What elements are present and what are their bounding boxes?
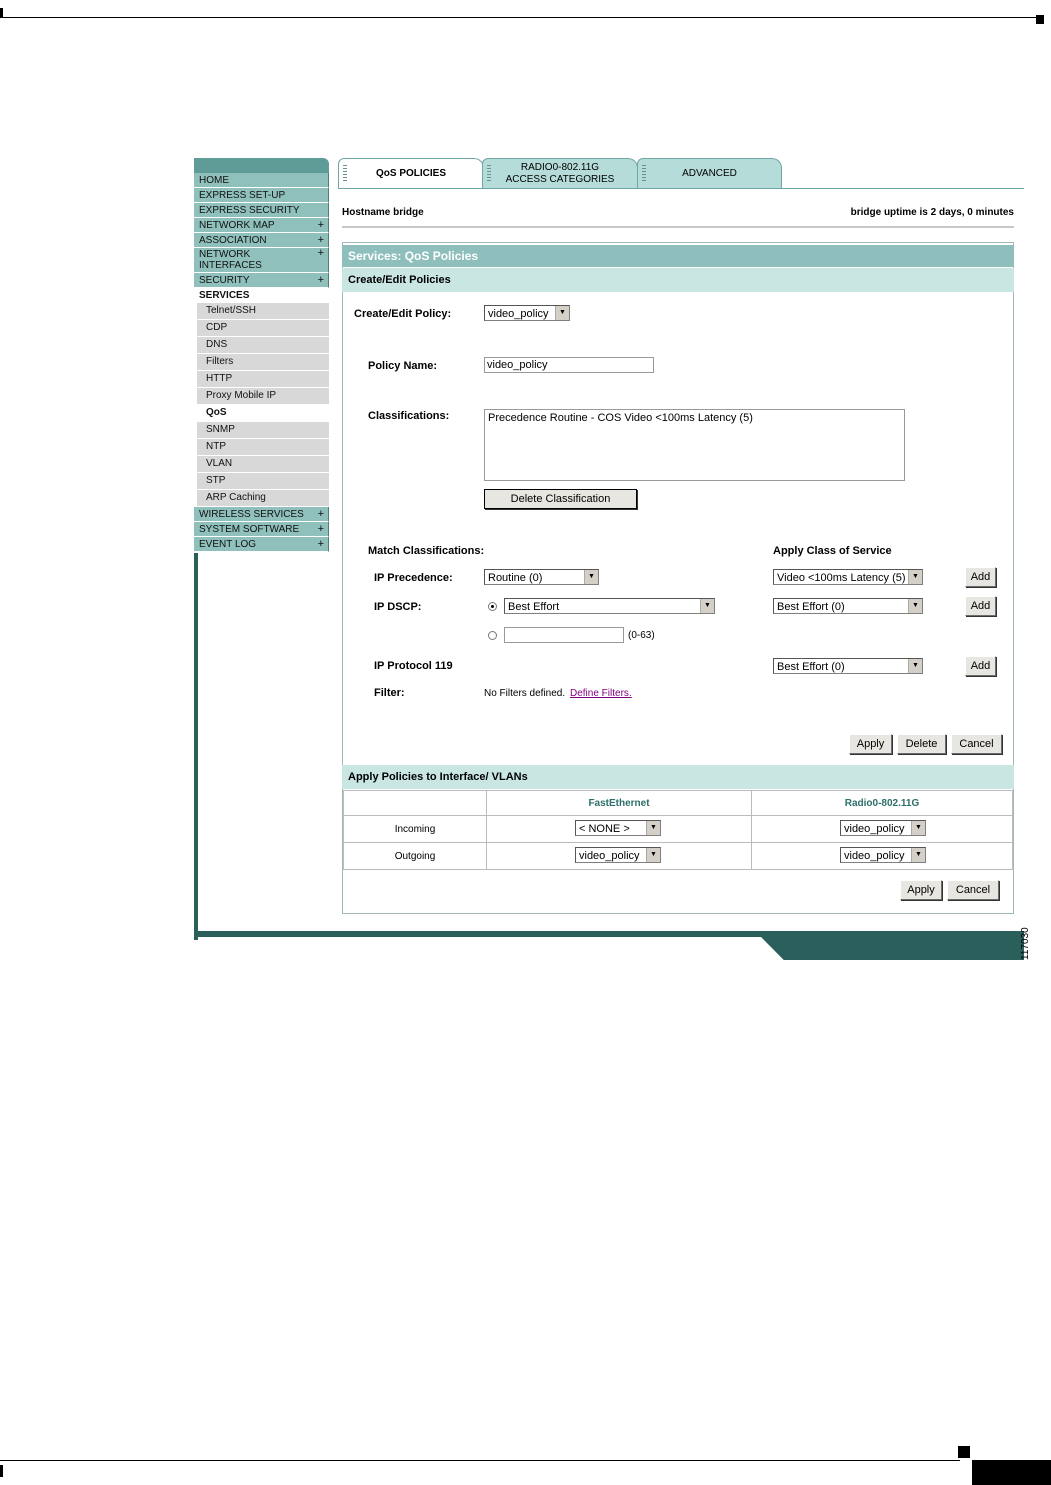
page-number-block xyxy=(972,1460,1051,1485)
table-row-outgoing xyxy=(344,843,1013,870)
row-label-outgoing: Outgoing xyxy=(344,843,487,870)
outgoing-fe-value: video_policy xyxy=(579,850,640,862)
nav-sub-qos[interactable] xyxy=(194,405,329,422)
outgoing-fe-select[interactable] xyxy=(575,847,661,863)
nav-item-wireless-services[interactable] xyxy=(194,507,329,522)
nav-item-security-label: SECURITY xyxy=(199,275,250,286)
nav-item-security[interactable] xyxy=(194,273,329,288)
dropdown-arrow-icon: ▼ xyxy=(646,821,660,835)
ip-precedence-cos-select[interactable] xyxy=(773,569,923,585)
nav-sub-proxy-mobile-ip[interactable] xyxy=(194,388,329,405)
nav-sub-stp[interactable] xyxy=(194,473,329,490)
nav-sub-http[interactable] xyxy=(194,371,329,388)
nav-sub-dns-label: DNS xyxy=(206,339,228,350)
nav-item-home[interactable] xyxy=(194,173,329,188)
ip-precedence-value: Routine (0) xyxy=(488,572,543,584)
create-edit-policy-select[interactable] xyxy=(484,305,570,321)
incoming-radio-select[interactable] xyxy=(840,820,926,836)
row-label-incoming: Incoming xyxy=(344,816,487,843)
delete-classification-button[interactable]: Delete Classification xyxy=(484,489,637,509)
apply-interfaces-button[interactable]: Apply xyxy=(900,880,942,900)
dropdown-arrow-icon: ▼ xyxy=(646,848,660,862)
tab-qos-policies[interactable] xyxy=(338,158,484,188)
table-header-blank xyxy=(344,791,487,816)
incoming-radio-value: video_policy xyxy=(844,823,905,835)
dropdown-arrow-icon: ▼ xyxy=(555,306,569,320)
cell-outgoing-radio xyxy=(752,843,1013,870)
nav-item-association-label: ASSOCIATION xyxy=(199,235,267,246)
nav-sub-arp-caching[interactable] xyxy=(194,490,329,507)
nav-header xyxy=(194,158,329,173)
nav-sub-dns[interactable] xyxy=(194,337,329,354)
header-divider xyxy=(342,226,1014,228)
dscp-range-hint: (0-63) xyxy=(628,630,655,641)
define-filters-link[interactable]: Define Filters. xyxy=(570,688,632,699)
dropdown-arrow-icon: ▼ xyxy=(911,848,925,862)
nav-sub-telnet-ssh[interactable] xyxy=(194,303,329,320)
ip-dscp-value: Best Effort xyxy=(508,601,560,613)
uptime: bridge uptime is 2 days, 0 minutes xyxy=(850,207,1014,218)
figure-id: 117030 xyxy=(1020,927,1031,960)
nav-item-home-label: HOME xyxy=(199,175,229,186)
expand-plus-icon: + xyxy=(317,234,324,246)
nav-item-system-software-label: SYSTEM SOFTWARE xyxy=(199,524,300,535)
section-create-edit: Create/Edit Policies xyxy=(342,268,1014,292)
top-rule xyxy=(0,17,1040,18)
nav-sub-cdp[interactable] xyxy=(194,320,329,337)
col-radio: Radio0-802.11G xyxy=(752,791,1013,816)
cancel-policy-button[interactable]: Cancel xyxy=(951,734,1002,754)
section-apply-policies: Apply Policies to Interface/ VLANs xyxy=(342,765,1014,789)
bottom-right-mark xyxy=(958,1446,970,1458)
ip-precedence-cos-value: Video <100ms Latency (5) xyxy=(777,572,906,584)
delete-policy-button[interactable]: Delete xyxy=(897,734,946,754)
frame-bottom-slant xyxy=(760,936,1024,960)
nav-item-express-set-up-label: EXPRESS SET-UP xyxy=(199,190,286,201)
add-ip-dscp-button[interactable]: Add xyxy=(965,596,996,616)
nav-sub-filters-label: Filters xyxy=(206,356,234,367)
nav-item-express-security-label: EXPRESS SECURITY xyxy=(199,205,300,216)
nav-sub-proxy-mobile-ip-label: Proxy Mobile IP xyxy=(206,390,277,401)
nav-item-event-log-label: EVENT LOG xyxy=(199,539,257,550)
create-edit-policy-label: Create/Edit Policy: xyxy=(354,308,452,320)
filter-label: Filter: xyxy=(374,687,405,699)
ip-dscp-select[interactable] xyxy=(504,598,715,614)
nav-sub-snmp[interactable] xyxy=(194,422,329,439)
tab-radio-label xyxy=(483,162,637,186)
cell-outgoing-fe xyxy=(487,843,752,870)
nav-item-system-software[interactable] xyxy=(194,522,329,537)
nav-sub-vlan[interactable] xyxy=(194,456,329,473)
incoming-fe-select[interactable] xyxy=(575,820,661,836)
ip-protocol-cos-select[interactable] xyxy=(773,658,923,674)
nav-item-event-log[interactable] xyxy=(194,537,329,552)
nav-item-wireless-services-label: WIRELESS SERVICES xyxy=(199,509,304,520)
frame-left-border xyxy=(194,553,202,940)
bottom-left-mark xyxy=(0,1465,3,1477)
nav-item-express-security[interactable] xyxy=(194,203,329,218)
cell-incoming-fe xyxy=(487,816,752,843)
panel-title: Services: QoS Policies xyxy=(342,245,1014,267)
nav-item-network-map-label: NETWORK MAP xyxy=(199,220,275,231)
ip-dscp-label: IP DSCP: xyxy=(374,601,422,613)
expand-plus-icon: + xyxy=(317,538,324,550)
expand-plus-icon: + xyxy=(317,508,324,520)
expand-plus-icon: + xyxy=(317,523,324,535)
classifications-label: Classifications: xyxy=(368,410,450,422)
nav-sub-arp-caching-label: ARP Caching xyxy=(206,492,266,503)
ip-precedence-select[interactable] xyxy=(484,569,599,585)
add-ip-protocol-button[interactable]: Add xyxy=(965,656,996,676)
top-right-mark xyxy=(1036,15,1044,24)
col-fastethernet: FastEthernet xyxy=(487,791,752,816)
nav-sub-vlan-label: VLAN xyxy=(206,458,233,469)
nav-sub-http-label: HTTP xyxy=(206,373,233,384)
incoming-fe-value: < NONE > xyxy=(579,823,630,835)
expand-plus-icon: + xyxy=(317,219,324,231)
outgoing-radio-select[interactable] xyxy=(840,847,926,863)
nav-sub-ntp[interactable] xyxy=(194,439,329,456)
nav-item-services-label: SERVICES xyxy=(199,290,250,301)
dropdown-arrow-icon: ▼ xyxy=(911,821,925,835)
tab-radio-label-line1: RADIO0-802.11G xyxy=(520,162,600,173)
nav-item-network-map[interactable] xyxy=(194,218,329,233)
nav-item-express-set-up[interactable] xyxy=(194,188,329,203)
nav-sub-snmp-label: SNMP xyxy=(206,424,235,435)
table-header-row xyxy=(344,791,1013,816)
apply-policy-button[interactable]: Apply xyxy=(849,734,892,754)
dropdown-arrow-icon: ▼ xyxy=(908,599,922,613)
policy-name-input[interactable]: video_policy xyxy=(484,357,654,373)
tab-baseline xyxy=(338,188,1024,189)
interface-policy-table xyxy=(343,790,1013,870)
policy-name-label: Policy Name: xyxy=(368,360,438,372)
dropdown-arrow-icon: ▼ xyxy=(908,570,922,584)
cancel-interfaces-button[interactable]: Cancel xyxy=(947,880,999,900)
tab-radio-access-categories[interactable] xyxy=(482,158,638,188)
nav-item-services[interactable] xyxy=(194,288,329,303)
left-nav xyxy=(194,158,329,552)
dscp-custom-input[interactable] xyxy=(504,627,624,643)
apply-class-of-service-label: Apply Class of Service xyxy=(773,545,892,557)
dropdown-arrow-icon: ▼ xyxy=(700,599,714,613)
nav-sub-filters[interactable] xyxy=(194,354,329,371)
ip-protocol-cos-value: Best Effort (0) xyxy=(777,661,845,673)
nav-item-network-interfaces[interactable] xyxy=(194,248,329,273)
expand-plus-icon: + xyxy=(317,247,324,259)
filter-status: No Filters defined. xyxy=(484,688,566,699)
nav-sub-cdp-label: CDP xyxy=(206,322,228,333)
dropdown-arrow-icon: ▼ xyxy=(584,570,598,584)
ip-dscp-cos-select[interactable] xyxy=(773,598,923,614)
dropdown-arrow-icon: ▼ xyxy=(908,659,922,673)
table-row-incoming xyxy=(344,816,1013,843)
outgoing-radio-value: video_policy xyxy=(844,850,905,862)
add-ip-precedence-button[interactable]: Add xyxy=(965,567,996,587)
dscp-named-radio[interactable] xyxy=(488,602,497,611)
ip-dscp-cos-value: Best Effort (0) xyxy=(777,601,845,613)
tab-advanced-label: ADVANCED xyxy=(682,168,737,179)
nav-sub-telnet-ssh-label: Telnet/SSH xyxy=(206,305,257,316)
tab-radio-label-line2: ACCESS CATEGORIES xyxy=(505,174,615,185)
classifications-list[interactable]: Precedence Routine - COS Video <100ms Latency (5) xyxy=(484,409,905,481)
nav-sub-ntp-label: NTP xyxy=(206,441,226,452)
bottom-rule xyxy=(0,1460,960,1461)
ip-protocol-label: IP Protocol 119 xyxy=(374,660,453,672)
cell-incoming-radio xyxy=(752,816,1013,843)
match-classifications-label: Match Classifications: xyxy=(368,545,485,557)
create-edit-policy-value: video_policy xyxy=(488,308,549,320)
expand-plus-icon: + xyxy=(317,274,324,286)
top-left-mark xyxy=(0,8,3,18)
dscp-custom-radio[interactable] xyxy=(488,631,497,640)
nav-sub-qos-label: QoS xyxy=(206,407,227,418)
nav-item-association[interactable] xyxy=(194,233,329,248)
nav-sub-stp-label: STP xyxy=(206,475,226,486)
tab-advanced[interactable] xyxy=(637,158,782,188)
ip-precedence-label: IP Precedence: xyxy=(374,572,453,584)
tab-qos-label: QoS POLICIES xyxy=(375,168,446,179)
nav-item-network-interfaces-label: NETWORK INTERFACES xyxy=(199,249,262,271)
hostname: Hostname bridge xyxy=(342,207,424,218)
